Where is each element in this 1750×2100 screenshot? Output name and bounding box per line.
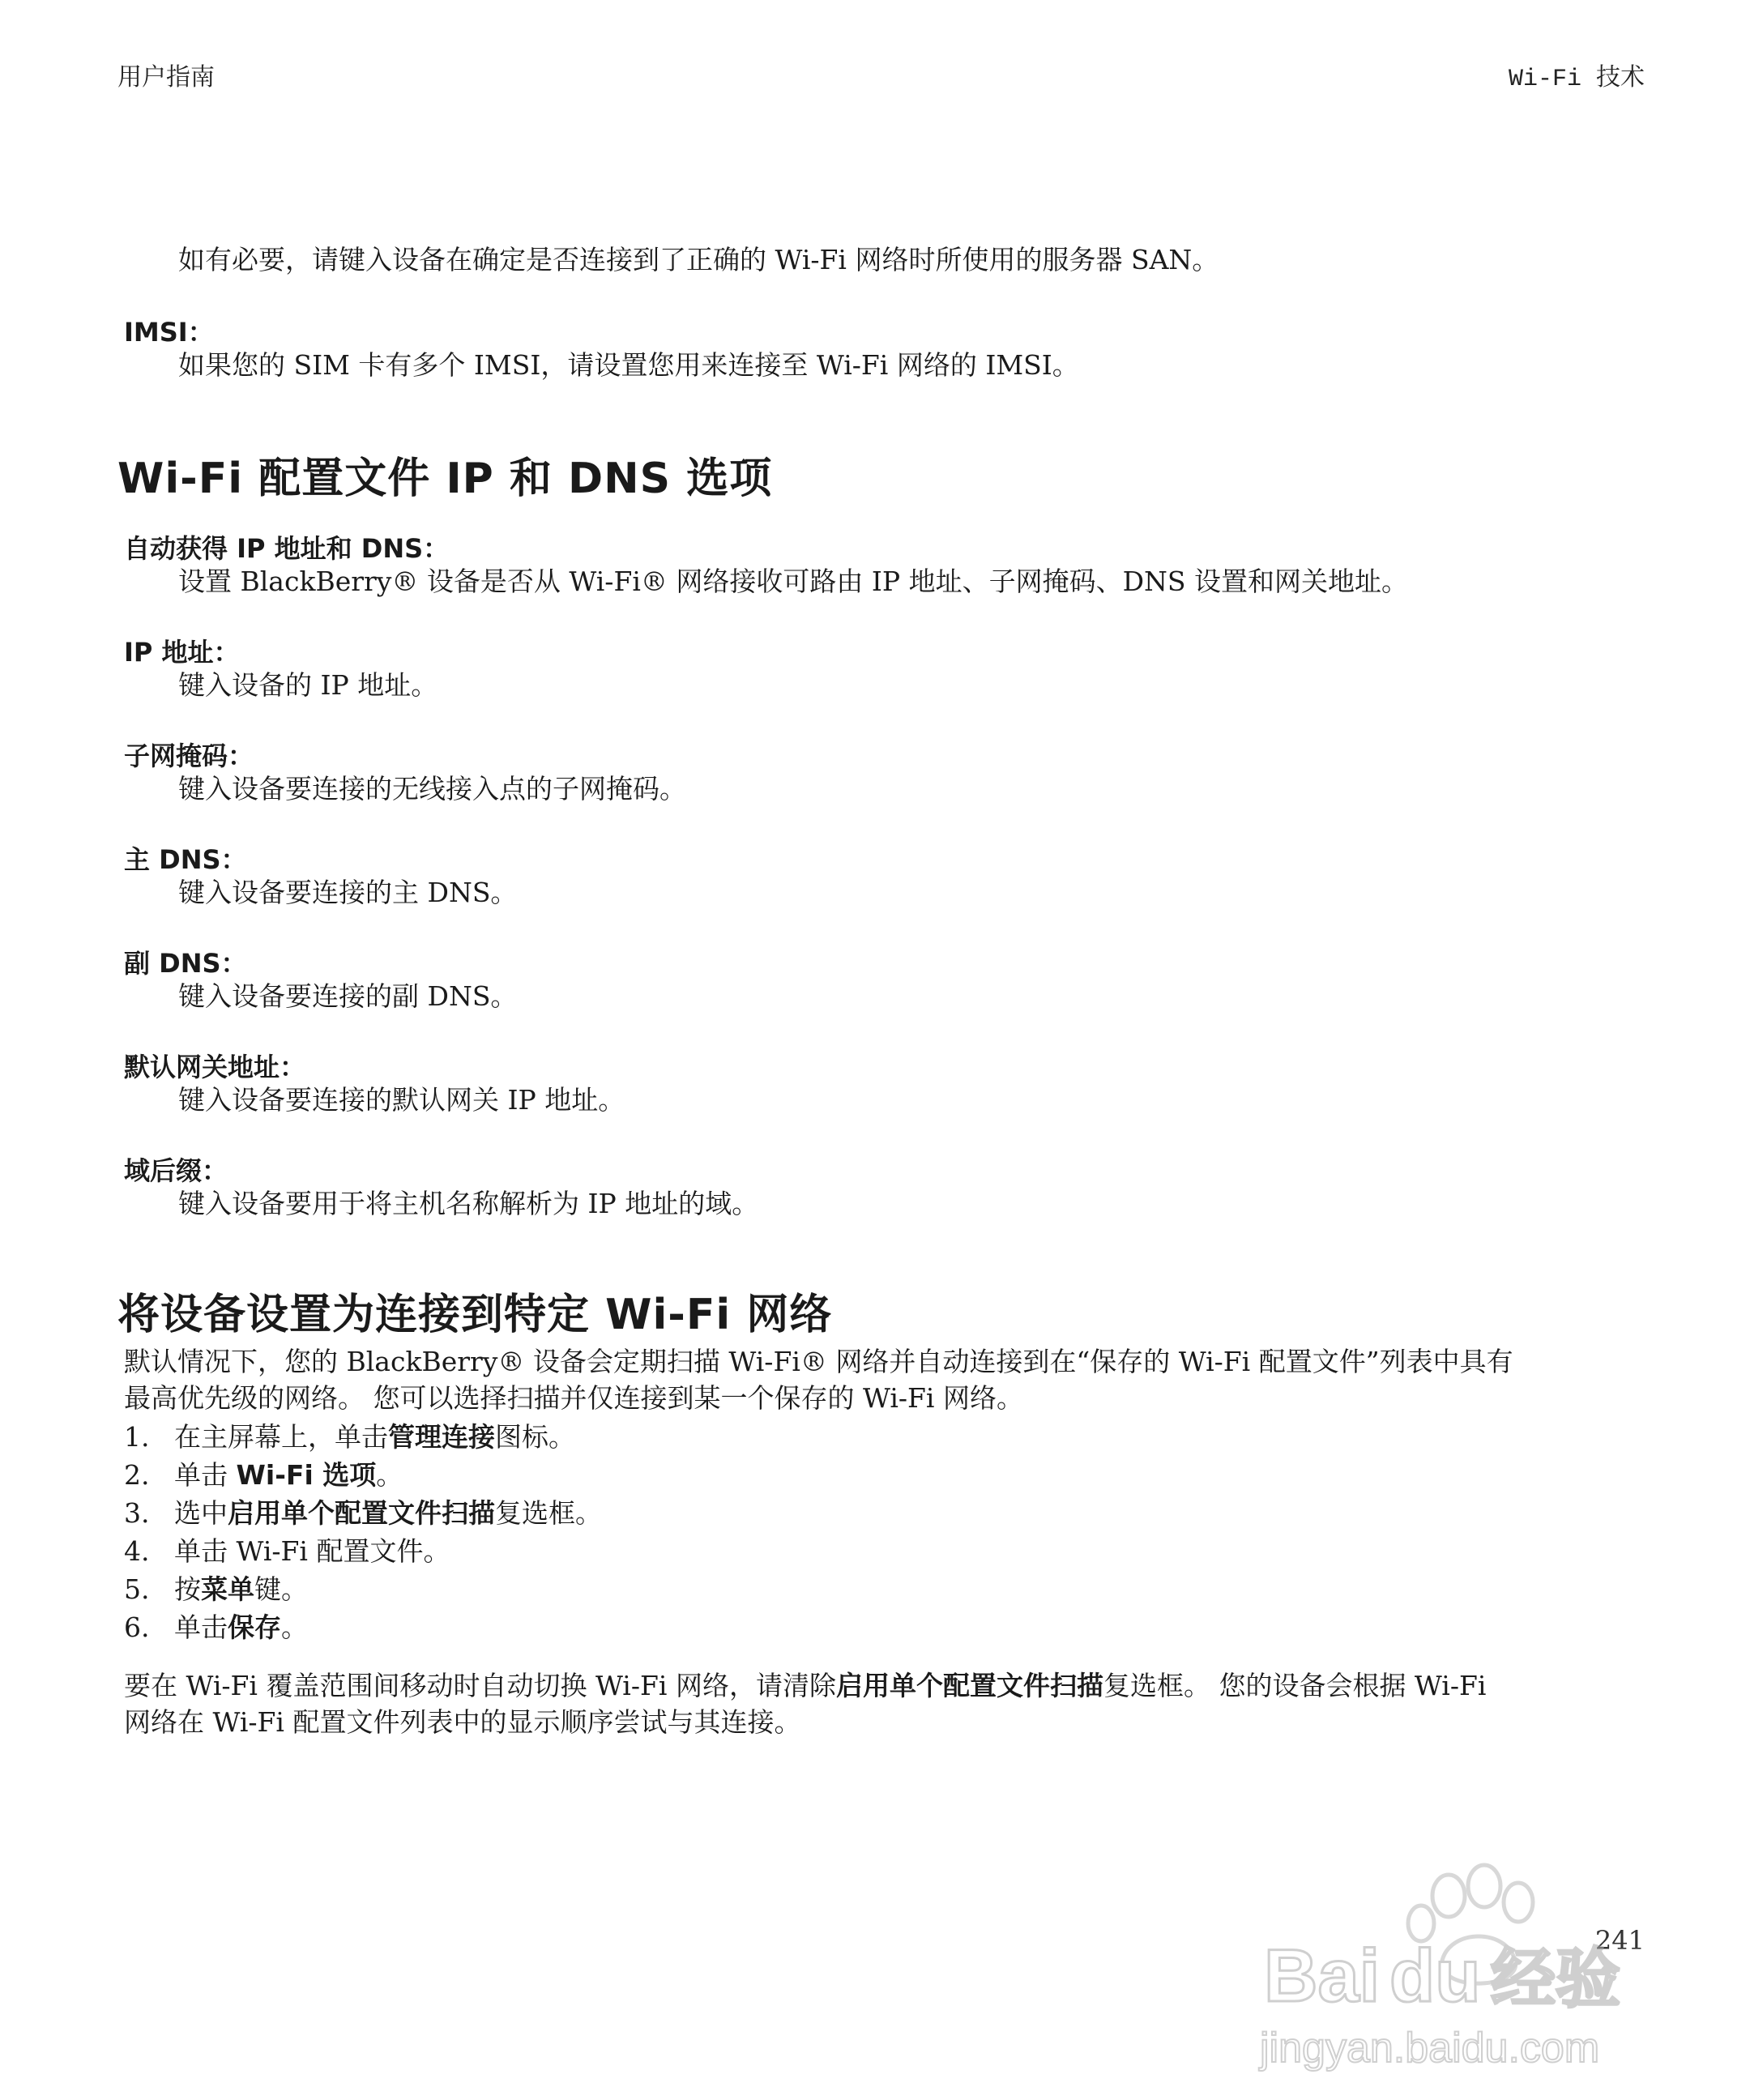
step-text: 在主屏幕上，单击	[174, 1421, 388, 1453]
step-text: 选中	[174, 1497, 228, 1529]
san-description: 如有必要，请键入设备在确定是否连接到了正确的 Wi-Fi 网络时所使用的服务器 SAN。	[178, 244, 1219, 275]
option-term: 默认网关地址：	[124, 1052, 306, 1082]
option-term: 自动获得 IP 地址和 DNS：	[124, 533, 450, 564]
option-term: 域后缀：	[124, 1155, 228, 1186]
step-number: 5.	[124, 1573, 150, 1605]
step-text: 键。	[254, 1573, 308, 1605]
imsi-description: 如果您的 SIM 卡有多个 IMSI，请设置您用来连接至 Wi-Fi 网络的 IMSI。	[178, 349, 1079, 381]
section-specific-network-title: 将设备设置为连接到特定 Wi-Fi 网络	[117, 1291, 833, 1339]
intro-paragraph-line: 默认情况下，您的 BlackBerry® 设备会定期扫描 Wi-Fi® 网络并自动连接到在“保存的 Wi-Fi 配置文件”列表中具有	[124, 1346, 1513, 1377]
step-item	[124, 1533, 450, 1570]
outro-text: 要在 Wi-Fi 覆盖范围间移动时自动切换 Wi-Fi 网络，请清除	[124, 1670, 836, 1701]
step-text: 按	[174, 1573, 201, 1605]
option-term: 主 DNS：	[124, 844, 247, 875]
option-description: 键入设备要连接的副 DNS。	[178, 980, 518, 1012]
paw-logo-icon	[1248, 1839, 1637, 2082]
intro-paragraph-line: 最高优先级的网络。 您可以选择扫描并仅连接到某一个保存的 Wi-Fi 网络。	[124, 1382, 1023, 1414]
outro-ui-label: 启用单个配置文件扫描	[835, 1670, 1103, 1701]
step-number: 3.	[124, 1497, 150, 1529]
section-ip-dns-title: Wi-Fi 配置文件 IP 和 DNS 选项	[117, 455, 773, 503]
step-text: 。	[281, 1611, 308, 1643]
option-description: 键入设备要连接的主 DNS。	[178, 877, 518, 908]
header-left: 用户指南	[117, 63, 215, 92]
header-right: Wi-Fi 技术	[1508, 66, 1645, 93]
outro-paragraph-line: 网络在 Wi-Fi 配置文件列表中的显示顺序尝试与其连接。	[124, 1706, 801, 1738]
option-term: 子网掩码：	[124, 741, 254, 771]
step-item	[124, 1609, 308, 1646]
step-text: 图标。	[495, 1421, 575, 1453]
watermark-brand-text: du	[1389, 1935, 1481, 2017]
step-ui-label: 管理连接	[388, 1421, 495, 1453]
page-number: 241	[1594, 1925, 1645, 1956]
step-item	[124, 1571, 308, 1608]
option-description: 键入设备要用于将主机名称解析为 IP 地址的域。	[178, 1188, 759, 1219]
option-term: IP 地址：	[124, 637, 240, 668]
step-number: 4.	[124, 1535, 150, 1567]
step-text: 复选框。	[495, 1497, 602, 1529]
watermark-brand-text: Bai	[1264, 1935, 1381, 2017]
step-number: 1.	[124, 1421, 150, 1453]
step-number: 6.	[124, 1611, 150, 1643]
watermark-brand-text: 经验	[1491, 1941, 1620, 2017]
step-ui-label: 启用单个配置文件扫描	[228, 1497, 495, 1529]
option-description: 键入设备要连接的无线接入点的子网掩码。	[178, 773, 686, 805]
step-number: 2.	[124, 1459, 150, 1491]
step-item	[124, 1419, 575, 1456]
option-term: 副 DNS：	[124, 948, 247, 979]
outro-paragraph-line	[124, 1667, 1486, 1705]
option-description: 设置 BlackBerry® 设备是否从 Wi-Fi® 网络接收可路由 IP 地址、子网掩码、DNS 设置和网关地址。	[178, 566, 1409, 597]
option-description: 键入设备要连接的默认网关 IP 地址。	[178, 1084, 625, 1116]
option-description: 键入设备的 IP 地址。	[178, 669, 438, 701]
watermark-url-text: jingyan.baidu.com	[1260, 2025, 1600, 2072]
step-item	[124, 1457, 403, 1494]
imsi-term: IMSI：	[124, 317, 214, 348]
step-item	[124, 1495, 602, 1532]
step-ui-label: 保存	[228, 1611, 281, 1643]
step-text: 。	[376, 1459, 403, 1491]
step-ui-label: 菜单	[201, 1573, 254, 1605]
step-text: 单击 Wi-Fi 配置文件。	[174, 1535, 450, 1567]
step-ui-label: Wi-Fi 选项	[236, 1459, 377, 1491]
step-text: 单击	[174, 1611, 228, 1643]
baidu-jingyan-watermark	[1248, 1839, 1637, 2082]
outro-text: 复选框。 您的设备会根据 Wi-Fi	[1103, 1670, 1487, 1701]
step-text: 单击	[174, 1459, 237, 1491]
